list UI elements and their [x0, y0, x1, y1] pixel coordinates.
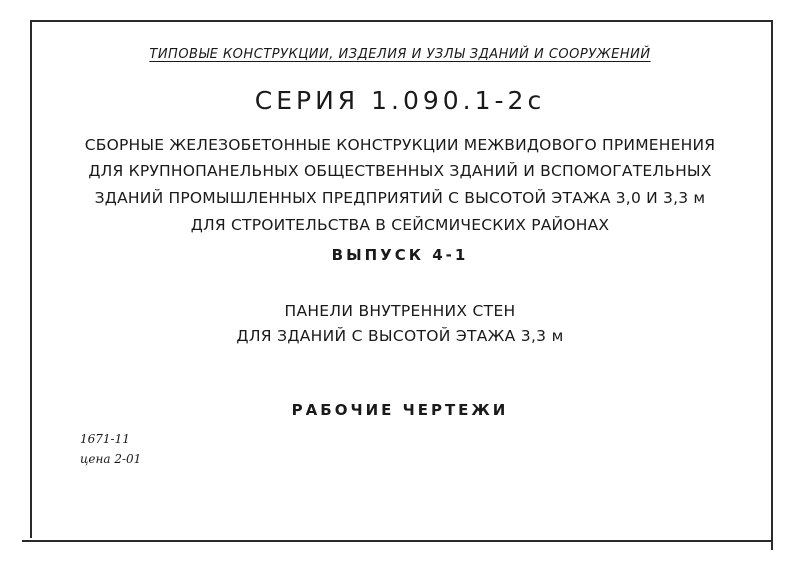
description-line-3: ЗДАНИЙ ПРОМЫШЛЕННЫХ ПРЕДПРИЯТИЙ С ВЫСОТОЙ ЭТАЖА 3,0 И 3,3 м	[94, 189, 706, 207]
description-line-2: ДЛЯ КРУПНОПАНЕЛЬНЫХ ОБЩЕСТВЕННЫХ ЗДАНИЙ И ВСПОМОГАТЕЛЬНЫХ	[88, 162, 712, 180]
frame-border-top	[30, 20, 773, 22]
frame-border-left	[30, 20, 32, 538]
document-header: ТИПОВЫЕ КОНСТРУКЦИИ, ИЗДЕЛИЯ И УЗЛЫ ЗДАНИЙ И СООРУЖЕНИЙ	[149, 47, 651, 62]
drawings-label: РАБОЧИЕ ЧЕРТЕЖИ	[291, 401, 509, 419]
frame-border-bottom	[22, 540, 773, 542]
subtitle-line-2: ДЛЯ ЗДАНИЙ С ВЫСОТОЙ ЭТАЖА 3,3 м	[236, 327, 564, 345]
description-line-4: ДЛЯ СТРОИТЕЛЬСТВА В СЕЙСМИЧЕСКИХ РАЙОНАХ	[190, 216, 610, 234]
price-note: цена 2-01	[80, 452, 142, 466]
registration-code: 1671-11	[80, 432, 130, 446]
issue-number: ВЫПУСК 4-1	[331, 246, 469, 264]
subtitle-line-1: ПАНЕЛИ ВНУТРЕННИХ СТЕН	[284, 302, 516, 320]
series-title: СЕРИЯ 1.090.1-2с	[254, 86, 546, 115]
description-line-1: СБОРНЫЕ ЖЕЛЕЗОБЕТОННЫЕ КОНСТРУКЦИИ МЕЖВИДОВОГО ПРИМЕНЕНИЯ	[84, 136, 716, 154]
frame-border-right	[771, 20, 773, 550]
